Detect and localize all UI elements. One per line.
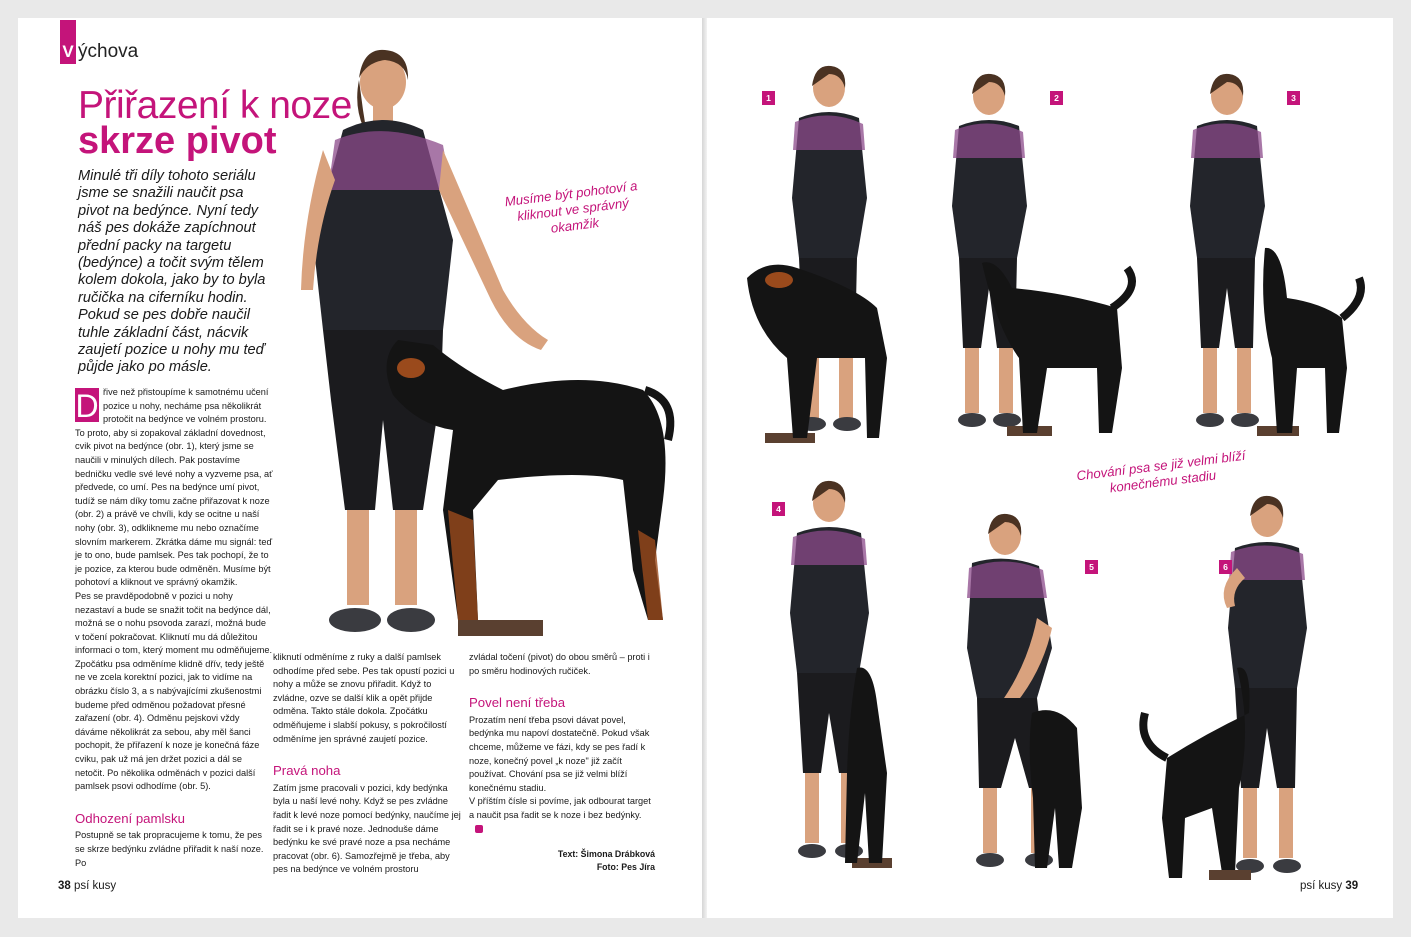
subhead-povel: Povel není třeba bbox=[469, 695, 566, 711]
credit-text: Text: Šimona Drábková bbox=[557, 849, 655, 860]
magazine-name-left: psí kusy bbox=[74, 880, 117, 892]
dropcap: D bbox=[75, 388, 99, 424]
dog-figure bbox=[387, 340, 671, 620]
lead-paragraph: Minulé tři díly tohoto seriálu jsme se snažili naučit psa pivot na bedýnce. Nyní tedy náš pes dokáže zapíchnout přední packy na targetu (bedýnce) a točit svým tělem kolem dokola, jako by to byla ručička na ciferníku hodin. Pokud se pes dobře naučil tuhle základní část, nácvik zaujetí pozice u nohy mu teď půjde jako po másle. bbox=[78, 168, 266, 376]
subhead-odhozeni: Odhození pamlsku bbox=[75, 810, 185, 826]
col1-paragraph-1: řive než přistoupíme k samotnému učení pozice u nohy, necháme psa několikrát protočit na bedýnce ve volném prostoru. To proto, aby si zopakoval základní dovednost, cvik pivot na bedýnce (obr. 1), který jsme se naučili v minulých dílech. Pak postavíme bedničku vedle své levé nohy a vyzveme psa, ať předvede, co umí. Pes na bedýnce umí pivot, tudíž se nám díky tomu začne přiřazovat k noze (obr. 2) a právě ve chvíli, kdy se ocitne u naší nohy (obr. 3), odklikneme mu nebo označíme slovním markerem. Zkrátka dáme mu signál: teď je to ono, bude pamlsek. Pes tak pochopí, že to je pozice, za kterou bude odměněn. Musíme být pohotoví a kliknout ve správný okamžik. bbox=[75, 387, 273, 588]
text-column-2 bbox=[273, 651, 461, 877]
photo-number-4: 4 bbox=[772, 502, 785, 516]
page-number-right: 39 bbox=[1345, 880, 1359, 892]
photo-number-2: 2 bbox=[1050, 91, 1063, 105]
photo-5 bbox=[957, 508, 1127, 888]
photo-number-5: 5 bbox=[1085, 560, 1098, 574]
col2-paragraph-2: Zatím jsme pracovali v pozici, kdy bedýnka byla u naší levé nohy. Když se pes zvládne řadit k levé noze pomocí bedýnky, naučíme jej řadit se i k pravé noze. Jednoduše dáme bedýnku ke své pravé noze a psa necháme pracovat (obr. 6). Samozřejmě je třeba, aby pes na bedýnce ve volném prostoru bbox=[273, 782, 461, 875]
caption-pohotovi: Musíme být pohotoví a kliknout ve správný okamžik bbox=[503, 178, 639, 236]
end-of-article-mark bbox=[475, 825, 483, 833]
photo-4 bbox=[757, 473, 927, 883]
page-number-left: 38 bbox=[58, 880, 71, 892]
woman-figure bbox=[301, 50, 548, 632]
subhead-prava-noha: Pravá noha bbox=[273, 763, 341, 779]
col3-paragraph-2: Prozatím není třeba psovi dávat povel, bedýnka mu napoví dostatečně. Pokud však chceme, můžeme ve fázi, kdy se pes řadí k noze, konečný povel „k noze" již začít používat. Chování psa se již velmi blíží konečnému stadiu. bbox=[469, 714, 650, 793]
col1-paragraph-2: Pes se pravděpodobně v pozici u nohy nezastaví a bude se snažit točit na bedýnce dál, možná se o nohu psovoda zarazí, možná bude v točení pokračovat. Kliknutí mu dá důležitou informaci o tom, který moment mu odměňujeme. Zpočátku psa odměníme klidně dřív, tedy ještě ne ve zcela korektní pozici, jak to vidíme na obrázku číslo 3, a s nabývajícími zkušenostmi budeme před odměnou požadovat přesné zařazení (obr. 4). Odměnu pejskovi vždy dáváme několikrát za sebou, aby měl šanci pochopit, že přiřazení k noze je konečná fáze cviku, pak už má jen držet pozici a dál se netočit. Po několika odměnách v pozici další pamlsek psovi odhodíme (obr. 5). bbox=[75, 590, 273, 792]
text-column-1 bbox=[75, 386, 273, 870]
article-title-line2: skrze pivot bbox=[78, 120, 277, 162]
target-box bbox=[458, 620, 543, 636]
col2-paragraph-1: kliknutí odměníme z ruky a další pamlsek odhodíme před sebe. Pes tak opustí pozici u nohy a může se znovu přiřadit. Když to zvládne, ozve se další klik a opět přijde odměna. Takto stále dokola. Zpočátku odměňujeme i slabší pokusy, s pokročilostí odměníme jen správné zaujetí pozice. bbox=[273, 652, 455, 744]
section-tag bbox=[60, 20, 138, 64]
col3-paragraph-1: zvládal točení (pivot) do obou směrů – proti i po směru hodinových ručiček. bbox=[469, 652, 650, 676]
photo-3 bbox=[1147, 68, 1367, 448]
section-name: ýchova bbox=[78, 41, 139, 62]
magazine-name-right: psí kusy bbox=[1300, 880, 1343, 892]
photo-number-1: 1 bbox=[762, 91, 775, 105]
main-photo bbox=[283, 40, 683, 660]
col3-paragraph-3: V příštím čísle si povíme, jak odbourat target a naučit psa řadit se k noze i bez bedýnky. bbox=[469, 796, 651, 820]
credit-photo: Foto: Pes Jíra bbox=[596, 862, 655, 873]
article-title-line1: Přiřazení k noze bbox=[78, 84, 352, 127]
photo-1 bbox=[737, 58, 922, 448]
folio-left bbox=[58, 880, 116, 892]
photo-number-3: 3 bbox=[1287, 91, 1300, 105]
photo-6 bbox=[1127, 488, 1367, 888]
folio-right bbox=[1300, 880, 1358, 892]
photo-2 bbox=[927, 68, 1137, 448]
caption-chovani: Chování psa se již velmi blíží konečnému stadiu bbox=[1075, 447, 1247, 496]
photo-number-6: 6 bbox=[1219, 560, 1232, 574]
col1-paragraph-3: Postupně se tak propracujeme k tomu, že pes se skrze bedýnku zvládne přiřadit k naší noze. Po bbox=[75, 830, 264, 868]
left-page bbox=[18, 18, 702, 918]
text-column-3 bbox=[469, 651, 655, 874]
section-initial: V bbox=[60, 20, 76, 64]
right-page bbox=[707, 18, 1393, 918]
